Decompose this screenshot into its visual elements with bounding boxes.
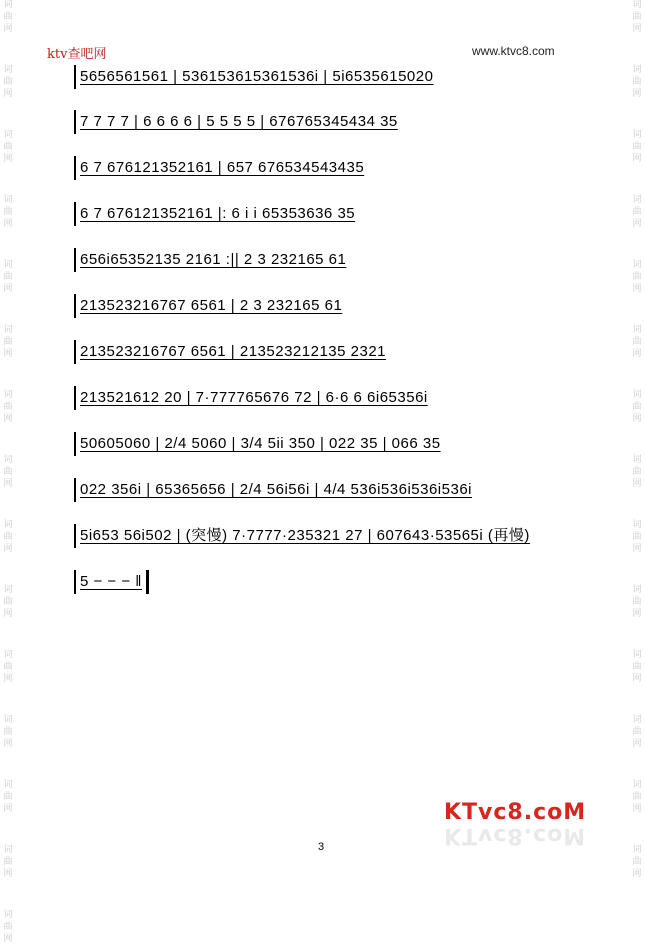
watermark-char: 网 xyxy=(632,219,642,229)
barline xyxy=(74,202,76,226)
watermark-char: 词 xyxy=(632,65,642,75)
page-number: 3 xyxy=(318,841,325,853)
watermark-char: 网 xyxy=(632,284,642,294)
watermark-char: 词 xyxy=(632,845,642,855)
watermark-char: 词 xyxy=(3,455,13,465)
watermark-char: 网 xyxy=(632,414,642,424)
barline xyxy=(74,248,76,272)
watermark-char: 网 xyxy=(632,479,642,489)
logo-text: KTvc8.coM xyxy=(444,800,587,825)
watermark-char: 词 xyxy=(3,260,13,270)
score-notes: 5 − − − ‖ xyxy=(80,573,142,591)
watermark-char: 词 xyxy=(3,845,13,855)
watermark-char: 词 xyxy=(632,0,642,10)
watermark-char: 词 xyxy=(3,325,13,335)
watermark-char: 词 xyxy=(632,325,642,335)
watermark-char: 词 xyxy=(3,0,13,10)
watermark-char: 词 xyxy=(632,715,642,725)
watermark-char: 曲 xyxy=(632,532,642,542)
watermark-left xyxy=(1,0,15,944)
watermark-char: 曲 xyxy=(632,142,642,152)
barline xyxy=(74,478,76,502)
score-line-3 xyxy=(74,153,574,189)
watermark-char: 词 xyxy=(3,390,13,400)
watermark-char: 网 xyxy=(3,479,13,489)
watermark-char: 网 xyxy=(632,869,642,879)
watermark-char: 网 xyxy=(3,804,13,814)
score-line-2 xyxy=(74,107,574,143)
score-line-6 xyxy=(74,291,574,327)
watermark-char: 曲 xyxy=(632,77,642,87)
score-notes: 213523216767 6561 | 2 3 232165 61 xyxy=(80,297,343,315)
watermark-char: 网 xyxy=(632,24,642,34)
watermark-char: 网 xyxy=(3,934,13,944)
score-notes: 6 7 676121352161 |: 6 i i 65353636 35 xyxy=(80,205,356,223)
watermark-char: 词 xyxy=(632,650,642,660)
watermark-char: 网 xyxy=(3,284,13,294)
score-notes: 656i65352135 2161 :|| 2 3 232165 61 xyxy=(80,251,347,269)
watermark-char: 曲 xyxy=(632,467,642,477)
score-notes: 50605060 | 2/4 5060 | 3/4 5ii 350 | 022 35 | 066 35 xyxy=(80,435,441,453)
watermark-char: 曲 xyxy=(3,922,13,932)
barline xyxy=(74,156,76,180)
watermark-char: 词 xyxy=(632,195,642,205)
watermark-char: 曲 xyxy=(3,857,13,867)
watermark-char: 曲 xyxy=(3,727,13,737)
watermark-char: 网 xyxy=(632,674,642,684)
watermark-char: 网 xyxy=(3,609,13,619)
ktvc8-logo xyxy=(444,800,594,870)
watermark-char: 曲 xyxy=(3,77,13,87)
watermark-char: 词 xyxy=(632,390,642,400)
watermark-char: 曲 xyxy=(3,597,13,607)
watermark-char: 网 xyxy=(632,154,642,164)
watermark-char: 曲 xyxy=(632,207,642,217)
watermark-char: 词 xyxy=(3,585,13,595)
watermark-right xyxy=(630,0,644,891)
watermark-char: 曲 xyxy=(3,532,13,542)
watermark-char: 网 xyxy=(3,414,13,424)
score-line-9 xyxy=(74,429,574,465)
watermark-char: 词 xyxy=(3,780,13,790)
barline xyxy=(74,570,76,594)
score-line-5 xyxy=(74,245,574,281)
site-url-header: www.ktvc8.com xyxy=(472,44,555,58)
watermark-char: 网 xyxy=(632,544,642,554)
watermark-char: 曲 xyxy=(632,792,642,802)
watermark-char: 网 xyxy=(632,804,642,814)
barline xyxy=(74,294,76,318)
watermark-char: 词 xyxy=(632,455,642,465)
watermark-char: 曲 xyxy=(3,12,13,22)
watermark-char: 词 xyxy=(3,65,13,75)
watermark-char: 曲 xyxy=(632,662,642,672)
watermark-char: 词 xyxy=(632,520,642,530)
watermark-char: 曲 xyxy=(632,272,642,282)
score-notes: 5656561561 | 536153615361536i | 5i6535615020 xyxy=(80,68,434,86)
watermark-char: 词 xyxy=(3,910,13,920)
score-notes: 5i653 56i502 | (突慢) 7·7777·235321 27 | 607643·53565i (再慢) xyxy=(80,527,530,545)
watermark-char: 网 xyxy=(3,349,13,359)
watermark-char: 词 xyxy=(3,650,13,660)
score-line-8 xyxy=(74,383,574,419)
score-notes: 213521612 20 | 7·777765676 72 | 6·6 6 6i65356i xyxy=(80,389,428,407)
watermark-char: 曲 xyxy=(632,337,642,347)
watermark-char: 网 xyxy=(632,89,642,99)
watermark-char: 网 xyxy=(3,154,13,164)
watermark-char: 曲 xyxy=(632,597,642,607)
score-line-4 xyxy=(74,199,574,235)
score-notes: 6 7 676121352161 | 657 676534543435 xyxy=(80,159,365,177)
score-line-10 xyxy=(74,475,574,511)
watermark-char: 词 xyxy=(3,130,13,140)
watermark-char: 曲 xyxy=(3,792,13,802)
barline xyxy=(74,432,76,456)
watermark-char: 网 xyxy=(632,349,642,359)
final-barline xyxy=(146,570,149,594)
watermark-char: 网 xyxy=(3,89,13,99)
logo-reflection: KTvc8.coM xyxy=(444,823,587,848)
watermark-char: 曲 xyxy=(632,857,642,867)
score-notes: 213523216767 6561 | 213523212135 2321 xyxy=(80,343,387,361)
watermark-char: 曲 xyxy=(632,12,642,22)
watermark-char: 曲 xyxy=(3,272,13,282)
site-name-header: ktv查吧网 xyxy=(47,47,107,62)
watermark-char: 词 xyxy=(3,520,13,530)
watermark-char: 曲 xyxy=(3,662,13,672)
watermark-char: 曲 xyxy=(632,402,642,412)
watermark-char: 曲 xyxy=(3,467,13,477)
watermark-char: 词 xyxy=(632,780,642,790)
watermark-char: 网 xyxy=(632,739,642,749)
score-line-11 xyxy=(74,521,574,557)
watermark-char: 词 xyxy=(632,260,642,270)
score-line-12 xyxy=(74,567,574,603)
watermark-char: 网 xyxy=(632,609,642,619)
watermark-char: 曲 xyxy=(632,727,642,737)
watermark-char: 词 xyxy=(632,130,642,140)
watermark-char: 网 xyxy=(3,869,13,879)
watermark-char: 网 xyxy=(3,674,13,684)
barline xyxy=(74,65,76,89)
watermark-char: 曲 xyxy=(3,207,13,217)
score-line-7 xyxy=(74,337,574,373)
score-notes: 7 7 7 7 | 6 6 6 6 | 5 5 5 5 | 676765345434 35 xyxy=(80,113,398,131)
barline xyxy=(74,110,76,134)
score-notes: 022 356i | 65365656 | 2/4 56i56i | 4/4 536i536i536i536i xyxy=(80,481,472,499)
watermark-char: 曲 xyxy=(3,337,13,347)
watermark-char: 网 xyxy=(3,219,13,229)
watermark-char: 曲 xyxy=(3,402,13,412)
watermark-char: 词 xyxy=(632,585,642,595)
watermark-char: 网 xyxy=(3,544,13,554)
watermark-char: 曲 xyxy=(3,142,13,152)
barline xyxy=(74,386,76,410)
barline xyxy=(74,340,76,364)
watermark-char: 词 xyxy=(3,195,13,205)
watermark-char: 网 xyxy=(3,24,13,34)
watermark-char: 词 xyxy=(3,715,13,725)
watermark-char: 网 xyxy=(3,739,13,749)
barline xyxy=(74,524,76,548)
score-line-1 xyxy=(74,62,574,98)
